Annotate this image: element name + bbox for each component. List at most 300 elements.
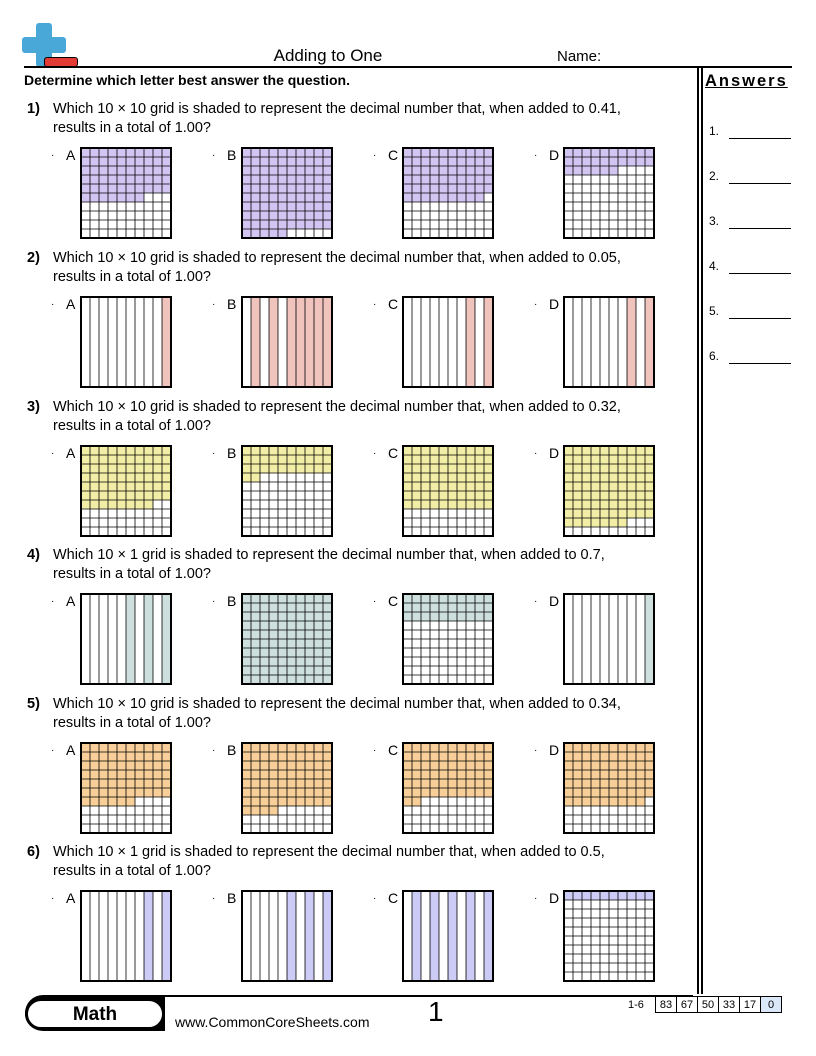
shaded-cell (269, 464, 278, 473)
shaded-cell (564, 148, 573, 157)
shaded-cell (573, 779, 582, 788)
shaded-cell (269, 806, 278, 815)
shaded-cell (591, 464, 600, 473)
shaded-cell (135, 743, 144, 752)
shaded-cell (403, 157, 412, 166)
shaded-cell (296, 639, 305, 648)
option-letter[interactable]: B (227, 445, 237, 461)
shaded-cell (305, 220, 314, 229)
shaded-cell (636, 482, 645, 491)
decimal-grid (80, 742, 172, 834)
option-letter[interactable]: B (227, 890, 237, 906)
option-letter[interactable]: B (227, 296, 237, 312)
question-text (53, 249, 683, 287)
shaded-cell (108, 166, 117, 175)
shaded-cell (287, 657, 296, 666)
shaded-cell (582, 743, 591, 752)
website-link[interactable]: www.CommonCoreSheets.com (175, 1014, 370, 1030)
shaded-cell (457, 612, 466, 621)
shaded-cell (600, 518, 609, 527)
option-letter[interactable]: A (66, 742, 76, 758)
option-letter[interactable]: D (549, 147, 560, 163)
shaded-cell (627, 500, 636, 509)
shaded-cell (484, 166, 493, 175)
answers-title: Answers (705, 72, 788, 90)
option-letter[interactable]: A (66, 147, 76, 163)
decimal-grid (241, 890, 333, 982)
shaded-cell (430, 779, 439, 788)
question-text (53, 843, 683, 881)
shaded-cell (296, 666, 305, 675)
shaded-cell (582, 482, 591, 491)
shaded-cell (403, 166, 412, 175)
option-bullet: · (373, 299, 377, 310)
shaded-cell (251, 743, 260, 752)
answer-number: 6. (709, 349, 720, 363)
shaded-cell (153, 491, 162, 500)
option-bullet: · (51, 596, 55, 607)
shaded-cell (448, 752, 457, 761)
shaded-cell (126, 157, 135, 166)
shaded-cell (645, 455, 654, 464)
shaded-cell (278, 594, 287, 603)
shaded-cell (582, 797, 591, 806)
option-bullet: · (534, 299, 538, 310)
shaded-cell (278, 770, 287, 779)
shaded-cell (430, 752, 439, 761)
question-number: 2) (27, 250, 40, 266)
shaded-cell (99, 482, 108, 491)
option-bullet: · (212, 448, 216, 459)
shaded-cell (564, 788, 573, 797)
shaded-cell (242, 779, 251, 788)
decimal-grid (80, 147, 172, 239)
option-letter[interactable]: A (66, 890, 76, 906)
shaded-cell (126, 193, 135, 202)
shaded-cell (287, 666, 296, 675)
shaded-cell (260, 193, 269, 202)
shaded-cell (278, 148, 287, 157)
shaded-cell (126, 500, 135, 509)
shaded-cell (412, 788, 421, 797)
shaded-cell (126, 175, 135, 184)
shaded-cell (305, 464, 314, 473)
question-line-2: results in a total of 1.00? (53, 715, 211, 731)
shaded-cell (117, 148, 126, 157)
shaded-cell (251, 648, 260, 657)
answer-blank[interactable] (729, 138, 791, 139)
shaded-cell (484, 148, 493, 157)
shaded-cell (81, 184, 90, 193)
shaded-cell (475, 175, 484, 184)
shaded-cell (314, 621, 323, 630)
shaded-cell (278, 211, 287, 220)
shaded-cell (403, 603, 412, 612)
shaded-cell (457, 770, 466, 779)
answer-blank[interactable] (729, 318, 791, 319)
shaded-cell (260, 464, 269, 473)
shaded-cell (242, 666, 251, 675)
shaded-cell (278, 603, 287, 612)
shaded-cell (162, 166, 171, 175)
answer-blank[interactable] (729, 273, 791, 274)
shaded-cell (296, 788, 305, 797)
shaded-cell (591, 509, 600, 518)
shaded-cell (99, 464, 108, 473)
shaded-cell (81, 482, 90, 491)
shaded-cell (314, 797, 323, 806)
shaded-cell (314, 788, 323, 797)
shaded-cell (421, 157, 430, 166)
shaded-cell (618, 509, 627, 518)
shaded-cell (618, 446, 627, 455)
shaded-cell (645, 752, 654, 761)
shaded-cell (618, 779, 627, 788)
shaded-cell (278, 797, 287, 806)
option-letter[interactable]: D (549, 593, 560, 609)
option-letter[interactable]: D (549, 742, 560, 758)
shaded-cell (135, 148, 144, 157)
shaded-column (287, 297, 296, 387)
shaded-cell (144, 455, 153, 464)
shaded-cell (323, 630, 332, 639)
shaded-cell (609, 797, 618, 806)
question-line-2: results in a total of 1.00? (53, 863, 211, 879)
shaded-cell (251, 761, 260, 770)
shaded-cell (242, 797, 251, 806)
option-letter[interactable]: C (388, 445, 399, 461)
shaded-cell (269, 175, 278, 184)
shaded-cell (439, 193, 448, 202)
option-letter[interactable]: A (66, 593, 76, 609)
shaded-column (645, 297, 654, 387)
shaded-cell (135, 482, 144, 491)
decimal-grid (80, 296, 172, 388)
shaded-cell (314, 630, 323, 639)
shaded-cell (305, 202, 314, 211)
shaded-cell (99, 761, 108, 770)
shaded-cell (439, 770, 448, 779)
shaded-cell (591, 797, 600, 806)
shaded-cell (117, 175, 126, 184)
shaded-cell (153, 166, 162, 175)
shaded-cell (260, 797, 269, 806)
shaded-cell (81, 175, 90, 184)
shaded-cell (403, 797, 412, 806)
shaded-cell (314, 175, 323, 184)
shaded-cell (296, 594, 305, 603)
shaded-cell (573, 509, 582, 518)
shaded-cell (242, 621, 251, 630)
shaded-cell (582, 148, 591, 157)
option-bullet: · (212, 150, 216, 161)
answer-blank[interactable] (729, 183, 791, 184)
shaded-cell (314, 639, 323, 648)
shaded-cell (296, 630, 305, 639)
shaded-cell (260, 743, 269, 752)
shaded-cell (117, 166, 126, 175)
shaded-cell (126, 148, 135, 157)
shaded-cell (466, 184, 475, 193)
shaded-cell (99, 770, 108, 779)
shaded-cell (162, 491, 171, 500)
shaded-cell (99, 491, 108, 500)
shaded-cell (90, 166, 99, 175)
shaded-cell (582, 779, 591, 788)
shaded-cell (484, 157, 493, 166)
shaded-cell (618, 518, 627, 527)
shaded-cell (466, 770, 475, 779)
shaded-cell (314, 455, 323, 464)
shaded-cell (323, 157, 332, 166)
shaded-cell (573, 464, 582, 473)
shaded-cell (323, 788, 332, 797)
option-letter[interactable]: D (549, 890, 560, 906)
shaded-cell (287, 752, 296, 761)
shaded-cell (144, 166, 153, 175)
shaded-cell (412, 594, 421, 603)
option-bullet: · (212, 596, 216, 607)
shaded-cell (457, 779, 466, 788)
option-bullet: · (373, 448, 377, 459)
shaded-cell (251, 157, 260, 166)
shaded-cell (591, 148, 600, 157)
option-letter[interactable]: C (388, 147, 399, 163)
shaded-cell (439, 184, 448, 193)
shaded-cell (305, 779, 314, 788)
shaded-cell (126, 184, 135, 193)
decimal-grid (80, 890, 172, 982)
shaded-cell (636, 446, 645, 455)
shaded-cell (278, 743, 287, 752)
shaded-cell (296, 743, 305, 752)
shaded-cell (278, 752, 287, 761)
shaded-cell (135, 770, 144, 779)
answer-blank[interactable] (729, 228, 791, 229)
option-letter[interactable]: B (227, 742, 237, 758)
question-line-2: results in a total of 1.00? (53, 566, 211, 582)
shaded-cell (591, 891, 600, 900)
shaded-cell (466, 193, 475, 202)
answer-number: 2. (709, 169, 720, 183)
shaded-cell (448, 761, 457, 770)
shaded-cell (269, 612, 278, 621)
option-letter[interactable]: C (388, 890, 399, 906)
shaded-cell (403, 184, 412, 193)
option-letter[interactable]: D (549, 445, 560, 461)
shaded-cell (618, 797, 627, 806)
shaded-cell (135, 175, 144, 184)
shaded-cell (421, 743, 430, 752)
shaded-cell (421, 752, 430, 761)
shaded-cell (582, 464, 591, 473)
shaded-cell (260, 612, 269, 621)
shaded-cell (296, 779, 305, 788)
shaded-cell (591, 779, 600, 788)
shaded-cell (314, 148, 323, 157)
shaded-cell (627, 455, 636, 464)
shaded-cell (269, 770, 278, 779)
shaded-cell (305, 175, 314, 184)
shaded-cell (573, 473, 582, 482)
shaded-cell (269, 743, 278, 752)
shaded-cell (439, 603, 448, 612)
shaded-cell (287, 621, 296, 630)
shaded-cell (314, 761, 323, 770)
shaded-cell (135, 193, 144, 202)
shaded-cell (627, 509, 636, 518)
shaded-cell (260, 666, 269, 675)
shaded-cell (457, 166, 466, 175)
shaded-cell (269, 657, 278, 666)
decimal-grid (241, 296, 333, 388)
decimal-grid (402, 593, 494, 685)
option-bullet: · (51, 745, 55, 756)
shaded-cell (457, 193, 466, 202)
shaded-cell (153, 770, 162, 779)
score-cell: 0 (760, 996, 782, 1013)
shaded-cell (90, 482, 99, 491)
shaded-cell (305, 743, 314, 752)
shaded-cell (287, 166, 296, 175)
shaded-cell (108, 743, 117, 752)
shaded-cell (278, 220, 287, 229)
shaded-cell (296, 752, 305, 761)
shaded-cell (260, 446, 269, 455)
shaded-cell (81, 473, 90, 482)
shaded-cell (305, 666, 314, 675)
shaded-cell (117, 473, 126, 482)
shaded-cell (618, 761, 627, 770)
shaded-cell (314, 675, 323, 684)
shaded-cell (126, 446, 135, 455)
option-letter[interactable]: C (388, 593, 399, 609)
option-letter[interactable]: A (66, 296, 76, 312)
shaded-cell (618, 157, 627, 166)
shaded-cell (296, 166, 305, 175)
shaded-cell (278, 621, 287, 630)
question-line-1: Which 10 × 1 grid is shaded to represent the decimal number that, when added to 0.7, (53, 547, 605, 563)
shaded-cell (117, 500, 126, 509)
shaded-cell (430, 193, 439, 202)
shaded-cell (278, 157, 287, 166)
shaded-cell (305, 648, 314, 657)
shaded-cell (600, 779, 609, 788)
shaded-cell (484, 184, 493, 193)
subject-badge: Math (25, 998, 165, 1030)
shaded-cell (323, 603, 332, 612)
shaded-cell (305, 594, 314, 603)
shaded-cell (242, 166, 251, 175)
shaded-cell (242, 743, 251, 752)
shaded-cell (403, 779, 412, 788)
shaded-cell (564, 797, 573, 806)
shaded-cell (403, 770, 412, 779)
shaded-cell (108, 473, 117, 482)
shaded-cell (305, 657, 314, 666)
shaded-cell (269, 157, 278, 166)
shaded-cell (618, 482, 627, 491)
shaded-cell (627, 779, 636, 788)
instructions: Determine which letter best answer the question. (24, 72, 350, 88)
option-letter[interactable]: C (388, 296, 399, 312)
shaded-cell (591, 752, 600, 761)
shaded-cell (600, 761, 609, 770)
shaded-cell (242, 806, 251, 815)
shaded-cell (162, 752, 171, 761)
shaded-cell (323, 594, 332, 603)
shaded-cell (90, 157, 99, 166)
shaded-cell (126, 166, 135, 175)
shaded-cell (296, 193, 305, 202)
shaded-cell (81, 148, 90, 157)
decimal-grid (563, 593, 655, 685)
shaded-cell (108, 464, 117, 473)
shaded-cell (600, 464, 609, 473)
shaded-cell (403, 761, 412, 770)
shaded-cell (573, 752, 582, 761)
option-letter[interactable]: B (227, 593, 237, 609)
option-bullet: · (51, 299, 55, 310)
shaded-cell (81, 446, 90, 455)
shaded-cell (314, 603, 323, 612)
shaded-cell (475, 770, 484, 779)
shaded-cell (126, 455, 135, 464)
shaded-cell (305, 211, 314, 220)
shaded-cell (90, 779, 99, 788)
header-rule (24, 66, 792, 68)
shaded-cell (403, 148, 412, 157)
shaded-cell (430, 175, 439, 184)
shaded-column (296, 297, 305, 387)
shaded-cell (600, 752, 609, 761)
shaded-cell (135, 166, 144, 175)
shaded-cell (108, 184, 117, 193)
shaded-cell (99, 473, 108, 482)
question-number: 3) (27, 399, 40, 415)
option-letter[interactable]: D (549, 296, 560, 312)
shaded-cell (278, 455, 287, 464)
shaded-cell (99, 446, 108, 455)
shaded-cell (260, 630, 269, 639)
shaded-column (645, 594, 654, 684)
answer-number: 5. (709, 304, 720, 318)
shaded-cell (99, 148, 108, 157)
shaded-cell (117, 184, 126, 193)
shaded-column (323, 891, 332, 981)
option-letter[interactable]: B (227, 147, 237, 163)
shaded-cell (242, 193, 251, 202)
shaded-cell (153, 743, 162, 752)
shaded-cell (573, 797, 582, 806)
shaded-cell (475, 166, 484, 175)
shaded-column (144, 594, 153, 684)
shaded-cell (251, 148, 260, 157)
shaded-cell (287, 788, 296, 797)
shaded-cell (278, 639, 287, 648)
shaded-cell (609, 743, 618, 752)
shaded-cell (296, 148, 305, 157)
shaded-cell (251, 770, 260, 779)
shaded-cell (323, 446, 332, 455)
shaded-cell (618, 473, 627, 482)
answer-blank[interactable] (729, 363, 791, 364)
option-letter[interactable]: A (66, 445, 76, 461)
shaded-cell (627, 157, 636, 166)
option-letter[interactable]: C (388, 742, 399, 758)
shaded-column (484, 297, 493, 387)
shaded-cell (627, 743, 636, 752)
